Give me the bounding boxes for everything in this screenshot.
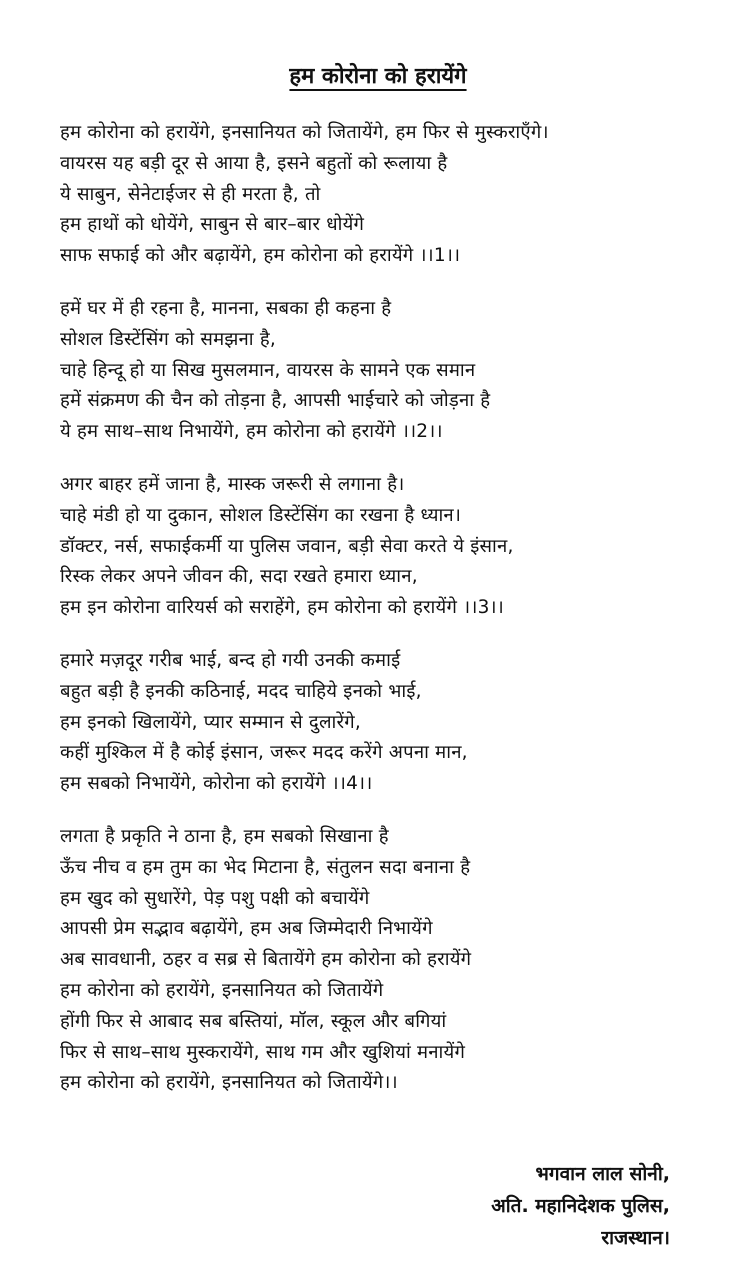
poem-line: हम कोरोना को हरायेंगे, इनसानियत को जितायेंगे।।: [60, 1072, 398, 1094]
stanza-5: [60, 822, 720, 1099]
poem-line: हमारे मज़दूर गरीब भाई, बन्द हो गयी उनकी कमाई: [60, 649, 401, 671]
stanza-4: [60, 646, 720, 800]
poem-line: अगर बाहर हमें जाना है, मास्क जरूरी से लगाना है।: [60, 473, 405, 495]
signature-name: भगवान लाल सोनी,: [535, 1163, 670, 1185]
poem-line: फिर से साथ–साथ मुस्करायेंगे, साथ गम और खुशियां मनायेंगे: [60, 1041, 466, 1063]
poem-line: ये साबुन, सेनेटाईजर से ही मरता है, तो: [60, 183, 321, 205]
poem-line: हम कोरोना को हरायेंगे, इनसानियत को जितायेंगे, हम फिर से मुस्कराएँगे।: [60, 122, 549, 143]
poem-line: बहुत बड़ी है इनकी कठिनाई, मदद चाहिये इनको भाई,: [60, 680, 422, 702]
poem-line: वायरस यह बड़ी दूर से आया है, इसने बहुतों को रूलाया है: [60, 152, 448, 174]
poem-line: चाहे मंडी हो या दुकान, सोशल डिस्टेंसिंग का रखना है ध्यान।: [60, 504, 462, 526]
poem-title: [0, 60, 756, 90]
poem-line: डॉक्टर, नर्स, सफाईकर्मी या पुलिस जवान, बड़ी सेवा करते ये इंसान,: [60, 535, 514, 557]
poem-line: आपसी प्रेम सद्भाव बढ़ायेंगे, हम अब जिम्मेदारी निभायेंगे: [60, 918, 433, 940]
signature-designation: अति. महानिदेशक पुलिस,: [491, 1195, 670, 1217]
poem-line: लगता है प्रकृति ने ठाना है, हम सबको सिखाना है: [60, 825, 389, 847]
poem-title-text: हम कोरोना को हरायेंगे: [289, 64, 467, 89]
poem-line: ऊँच नीच व हम तुम का भेद मिटाना है, संतुलन सदा बनाना है: [60, 856, 471, 878]
poem-line: हमें संक्रमण की चैन को तोड़ना है, आपसी भाईचारे को जोड़ना है: [60, 390, 491, 412]
poem-line: हम सबको निभायेंगे, कोरोना को हरायेंगे ।।4।।: [60, 773, 373, 795]
signature-block: [491, 1158, 670, 1254]
poem-line: रिस्क लेकर अपने जीवन की, सदा रखते हमारा ध्यान,: [60, 566, 418, 588]
poem-line: होंगी फिर से आबाद सब बस्तियां, मॉल, स्कूल और बगियां: [60, 1010, 447, 1032]
poem-body: [60, 118, 720, 1121]
poem-line: साफ सफाई को और बढ़ायेंगे, हम कोरोना को हरायेंगे ।।1।।: [60, 245, 461, 267]
poem-line: हम खुद को सुधारेंगे, पेड़ पशु पक्षी को बचायेंगे: [60, 887, 370, 909]
poem-line: हम इन कोरोना वारियर्स को सराहेंगे, हम कोरोना को हरायेंगे ।।3।।: [60, 597, 504, 619]
stanza-2: [60, 294, 720, 448]
stanza-1: [60, 118, 720, 272]
poem-line: हम कोरोना को हरायेंगे, इनसानियत को जितायेंगे: [60, 979, 384, 1001]
poem-line: अब सावधानी, ठहर व सब्र से बितायेंगे हम कोरोना को हरायेंगे: [60, 949, 472, 971]
signature-place: राजस्थान।: [601, 1227, 670, 1249]
poem-line: कहीं मुश्किल में है कोई इंसान, जरूर मदद करेंगे अपना मान,: [60, 742, 468, 764]
poem-line: सोशल डिस्टेंसिंग को समझना है,: [60, 328, 276, 350]
poem-line: चाहे हिन्दू हो या सिख मुसलमान, वायरस के सामने एक समान: [60, 359, 476, 381]
poem-line: हमें घर में ही रहना है, मानना, सबका ही कहना है: [60, 297, 392, 319]
poem-line: हम हाथों को धोयेंगे, साबुन से बार–बार धोयेंगे: [60, 214, 365, 236]
poem-line: हम इनको खिलायेंगे, प्यार सम्मान से दुलारेंगे,: [60, 711, 361, 733]
poem-line: ये हम साथ–साथ निभायेंगे, हम कोरोना को हरायेंगे ।।2।।: [60, 421, 443, 443]
stanza-3: [60, 470, 720, 624]
